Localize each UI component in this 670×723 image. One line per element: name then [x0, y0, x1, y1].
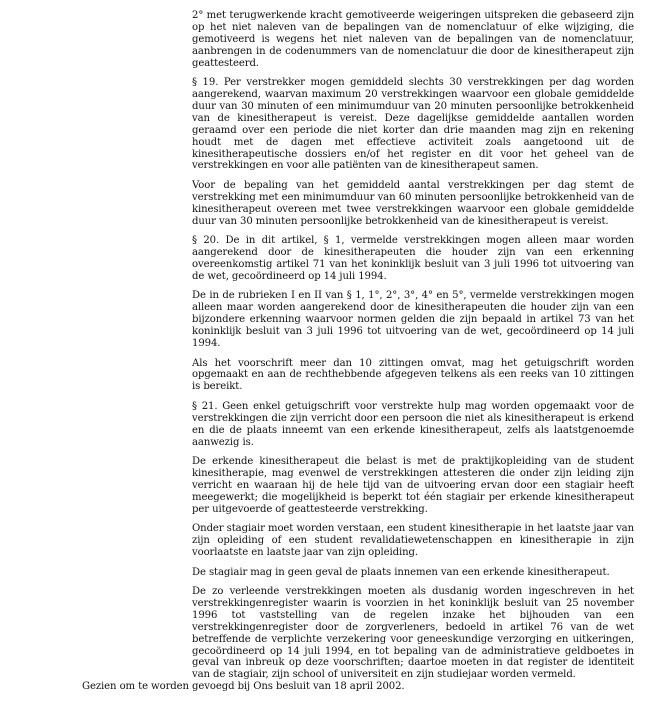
paragraph-10: De stagiair mag in geen geval de plaats innemen van een erkende kinesitherapeut. [192, 566, 610, 578]
article-text-column [192, 10, 634, 689]
closing-statement: Gezien om te worden gevoegd bij Ons besluit van 18 april 2002. [82, 681, 405, 692]
paragraph-3: Voor de bepaling van het gemiddeld aantal verstrekkingen per dag stemt de verstrekking met een minimumduur van 60 minuten persoonlijke betrokkenheid van de kinesitherapeut overeen met twee verstrekkingen waarvoor een globale gemiddelde duur van 30 minuten persoonlijke betrokkenheid van de kinesitherapeut is vereist. [192, 179, 634, 227]
paragraph-1: 2° met terugwerkende kracht gemotiveerde weigeringen uitspreken die gebaseerd zijn op het niet naleven van de bepalingen van de nomenclatuur of elke wijziging, die gemotiveerd is wegens het niet naleven van de bepalingen van de nomenclatuur, aanbrengen in de codenummers van de nomenclatuur die door de kinesitherapeut zijn geattesteerd. [192, 10, 634, 69]
paragraph-2: § 19. Per verstrekker mogen gemiddeld slechts 30 verstrekkingen per dag worden aangerekend, waarvan maximum 20 verstrekkingen waarvoor een globale gemiddelde duur van 30 minuten of een minimumduur van 20 minuten persoonlijke betrokkenheid van de kinesitherapeut is vereist. Deze dagelijkse gemiddelde aantallen worden geraamd over een periode die niet korter dan drie maanden mag zijn en rekening houdt met de dagen met effectieve activiteit zoals aangetoond uit de kinesitherapeutische dossiers en/of het register en dit voor het geheel van de verstrekkingen en voor alle patiënten van de kinesitherapeut samen. [192, 77, 634, 172]
paragraph-4: § 20. De in dit artikel, § 1, vermelde verstrekkingen mogen alleen maar worden aangerekend door de kinesitherapeuten die houder zijn van een erkenning overeenkomstig artikel 71 van het koninklijk besluit van 3 juli 1996 tot uitvoering van de wet, gecoördineerd op 14 juli 1994. [192, 235, 634, 282]
paragraph-6: Als het voorschrift meer dan 10 zittingen omvat, mag het getuigschrift worden opgemaakt en aan de rechthebbende afgegeven telkens als een reeks van 10 zittingen is bereikt. [192, 357, 634, 393]
paragraph-9: Onder stagiair moet worden verstaan, een student kinesitherapie in het laatste jaar van zijn opleiding of een student revalidatiewetenschappen en kinesitherapie in zijn voorlaatste en laatste jaar van zijn opleiding. [192, 523, 634, 558]
paragraph-5: De in de rubrieken I en II van § 1, 1°, 2°, 3°, 4° en 5°, vermelde verstrekkingen mogen alleen maar worden aangerekend door de kinesitherapeuten die houder zijn van een bijzondere erkenning waarvoor normen gelden die zijn bepaald in artikel 73 van het koninklijk besluit van 3 juli 1996 tot uitvoering van de wet, gecoördineerd op 14 juli 1994. [192, 290, 634, 350]
paragraph-11: De zo verleende verstrekkingen moeten als dusdanig worden ingeschreven in het verstrekkingenregister waarin is voorzien in het koninklijk besluit van 25 november 1996 tot vaststelling van de regelen inzake het bijhouden van een verstrekkingenregister door de zorgverleners, bedoeld in artikel 76 van de wet betreffende de verplichte verzekering voor geneeskundige verzorging en uitkeringen, gecoördineerd op 14 juli 1994, en tot bepaling van de administratieve geldboetes in geval van inbreuk op deze voorschriften; daartoe moeten in dat register de identiteit van de stagiair, zijn school of universiteit en zijn studiejaar worden vermeld. [192, 586, 634, 681]
paragraph-8: De erkende kinesitherapeut die belast is met de praktijkopleiding van de student kinesitherapie, mag evenwel de verstrekkingen attesteren die onder zijn leiding zijn verricht en waaraan hij de hele tijd van de uitvoering ervan door een stagiair heeft meegewerkt; die mogelijkheid is beperkt tot één stagiair per erkende kinesitherapeut per uitgevoerde of geattesteerde verstrekking. [192, 456, 634, 515]
paragraph-7: § 21. Geen enkel getuigschrift voor verstrekte hulp mag worden opgemaakt voor de verstrekkingen die zijn verricht door een persoon die niet als kinesitherapeut is erkend en die de plaats inneemt van een erkende kinesitherapeut, zelfs als laatstgenoemde aanwezig is. [192, 400, 634, 448]
